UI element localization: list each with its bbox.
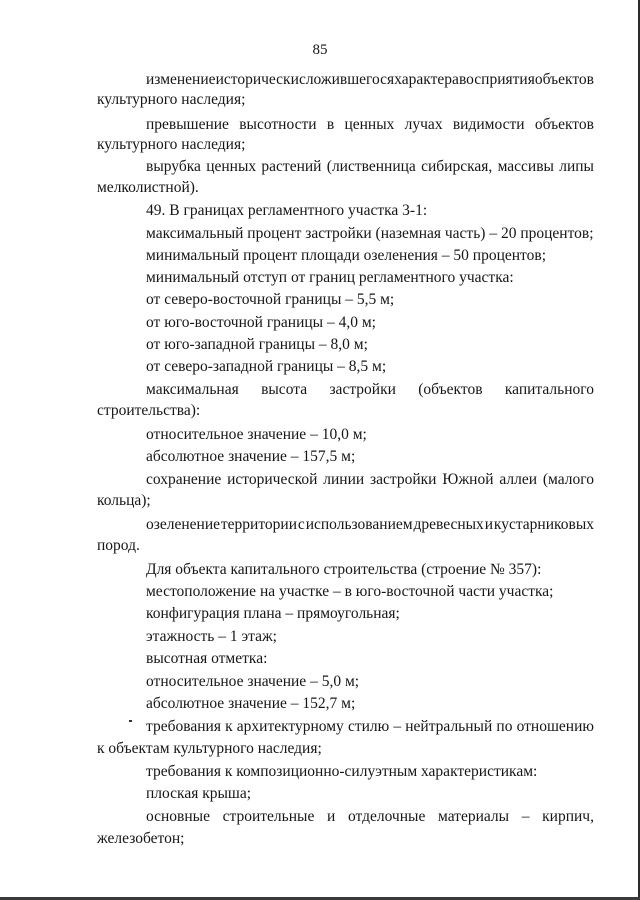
word: лучах bbox=[404, 116, 443, 133]
text-line bbox=[146, 717, 594, 737]
word: исторически bbox=[215, 71, 299, 88]
text-line: этажность – 1 этаж; bbox=[146, 628, 277, 645]
word: массивы bbox=[497, 158, 554, 175]
word: (объектов bbox=[418, 381, 483, 398]
text-line: пород. bbox=[97, 537, 140, 554]
text-line: культурного наследия; bbox=[97, 91, 246, 108]
text-line: минимальный процент площади озеленения – 50 процентов; bbox=[146, 247, 547, 264]
word: стилю bbox=[347, 718, 390, 735]
word: видимости bbox=[452, 116, 525, 133]
text-line: железобетон; bbox=[97, 830, 185, 847]
word: основные bbox=[146, 808, 210, 825]
text-line: высотная отметка: bbox=[146, 650, 268, 667]
text-line: максимальный процент застройки (наземная часть) – 20 процентов; bbox=[146, 225, 594, 242]
word: липы bbox=[559, 158, 594, 175]
text-line: Для объекта капитального строительства (строение № 357): bbox=[146, 561, 542, 578]
word: аллеи bbox=[499, 471, 538, 488]
word: вырубка bbox=[146, 158, 201, 175]
word: Южной bbox=[442, 471, 494, 488]
word: высота bbox=[261, 381, 308, 398]
word: (лиственница bbox=[326, 158, 416, 175]
word: и bbox=[484, 516, 493, 533]
text-line: от юго-западной границы – 8,0 м; bbox=[146, 336, 368, 353]
word: материалы bbox=[438, 808, 510, 825]
text-line: плоская крыша; bbox=[146, 785, 252, 802]
word: восприятия bbox=[458, 71, 535, 88]
text-line: кольца); bbox=[97, 492, 151, 509]
word: сложившегося bbox=[298, 71, 395, 88]
word: с bbox=[297, 516, 305, 533]
word: территории bbox=[220, 516, 298, 533]
word: древесных bbox=[413, 516, 484, 533]
text-line: мелколистной). bbox=[97, 179, 199, 196]
word: озеленение bbox=[146, 516, 221, 533]
text-line: требования к композиционно-силуэтным характеристикам: bbox=[146, 763, 538, 780]
page-number: 85 bbox=[312, 42, 328, 58]
word: в bbox=[326, 116, 335, 133]
text-line bbox=[146, 115, 594, 135]
word: объектов bbox=[534, 71, 594, 88]
word: застройки bbox=[329, 381, 396, 398]
word: высотности bbox=[239, 116, 317, 133]
word: максимальная bbox=[146, 381, 239, 398]
word: отношению bbox=[516, 718, 594, 735]
word: ценных bbox=[344, 116, 395, 133]
word: сохранение bbox=[146, 471, 222, 488]
word: по bbox=[496, 718, 513, 735]
word: и bbox=[327, 808, 336, 825]
word: кирпич, bbox=[542, 808, 594, 825]
word: требования bbox=[146, 718, 221, 735]
text-line: строительства): bbox=[97, 402, 201, 419]
word: линии bbox=[323, 471, 365, 488]
text-line: 49. В границах регламентного участка 3-1: bbox=[146, 202, 428, 219]
text-line: от северо-западной границы – 8,5 м; bbox=[146, 358, 387, 375]
text-line bbox=[146, 470, 594, 490]
text-line: абсолютное значение – 157,5 м; bbox=[146, 448, 356, 465]
text-line bbox=[146, 807, 594, 827]
text-line: относительное значение – 5,0 м; bbox=[146, 673, 360, 690]
text-line: конфигурация плана – прямоугольная; bbox=[146, 605, 400, 622]
word: сибирская, bbox=[421, 158, 493, 175]
word: исторической bbox=[227, 471, 318, 488]
text-line bbox=[146, 70, 594, 90]
word: архитектурному bbox=[236, 718, 344, 735]
text-line: минимальный отступ от границ регламентного участка: bbox=[146, 269, 514, 286]
word: нейтральный bbox=[405, 718, 493, 735]
text-line: относительное значение – 10,0 м; bbox=[146, 426, 367, 443]
word: к bbox=[225, 718, 233, 735]
text-line: от северо-восточной границы – 5,5 м; bbox=[146, 291, 395, 308]
word: характера bbox=[394, 71, 459, 88]
word: – bbox=[393, 718, 402, 735]
word: строительные bbox=[222, 808, 315, 825]
word: превышение bbox=[146, 116, 229, 133]
text-line: местоположение на участке – в юго-восточной части участка; bbox=[146, 583, 554, 600]
text-line: абсолютное значение – 152,7 м; bbox=[146, 695, 356, 712]
text-line bbox=[146, 380, 594, 400]
text-line bbox=[146, 157, 594, 177]
word: ценных bbox=[206, 158, 257, 175]
word: – bbox=[521, 808, 530, 825]
word: (малого bbox=[542, 471, 594, 488]
word: изменение bbox=[146, 71, 216, 88]
text-line bbox=[146, 515, 594, 535]
word: объектов bbox=[534, 116, 594, 133]
text-line: от юго-восточной границы – 4,0 м; bbox=[146, 314, 376, 331]
word: отделочные bbox=[347, 808, 426, 825]
word: растений bbox=[261, 158, 322, 175]
word: использованием bbox=[305, 516, 413, 533]
word: капитального bbox=[504, 381, 594, 398]
scan-speck bbox=[129, 720, 132, 722]
word: застройки bbox=[370, 471, 437, 488]
word: кустарниковых bbox=[493, 516, 594, 533]
text-line: к объектам культурного наследия; bbox=[97, 740, 322, 757]
text-line: культурного наследия; bbox=[97, 136, 246, 153]
